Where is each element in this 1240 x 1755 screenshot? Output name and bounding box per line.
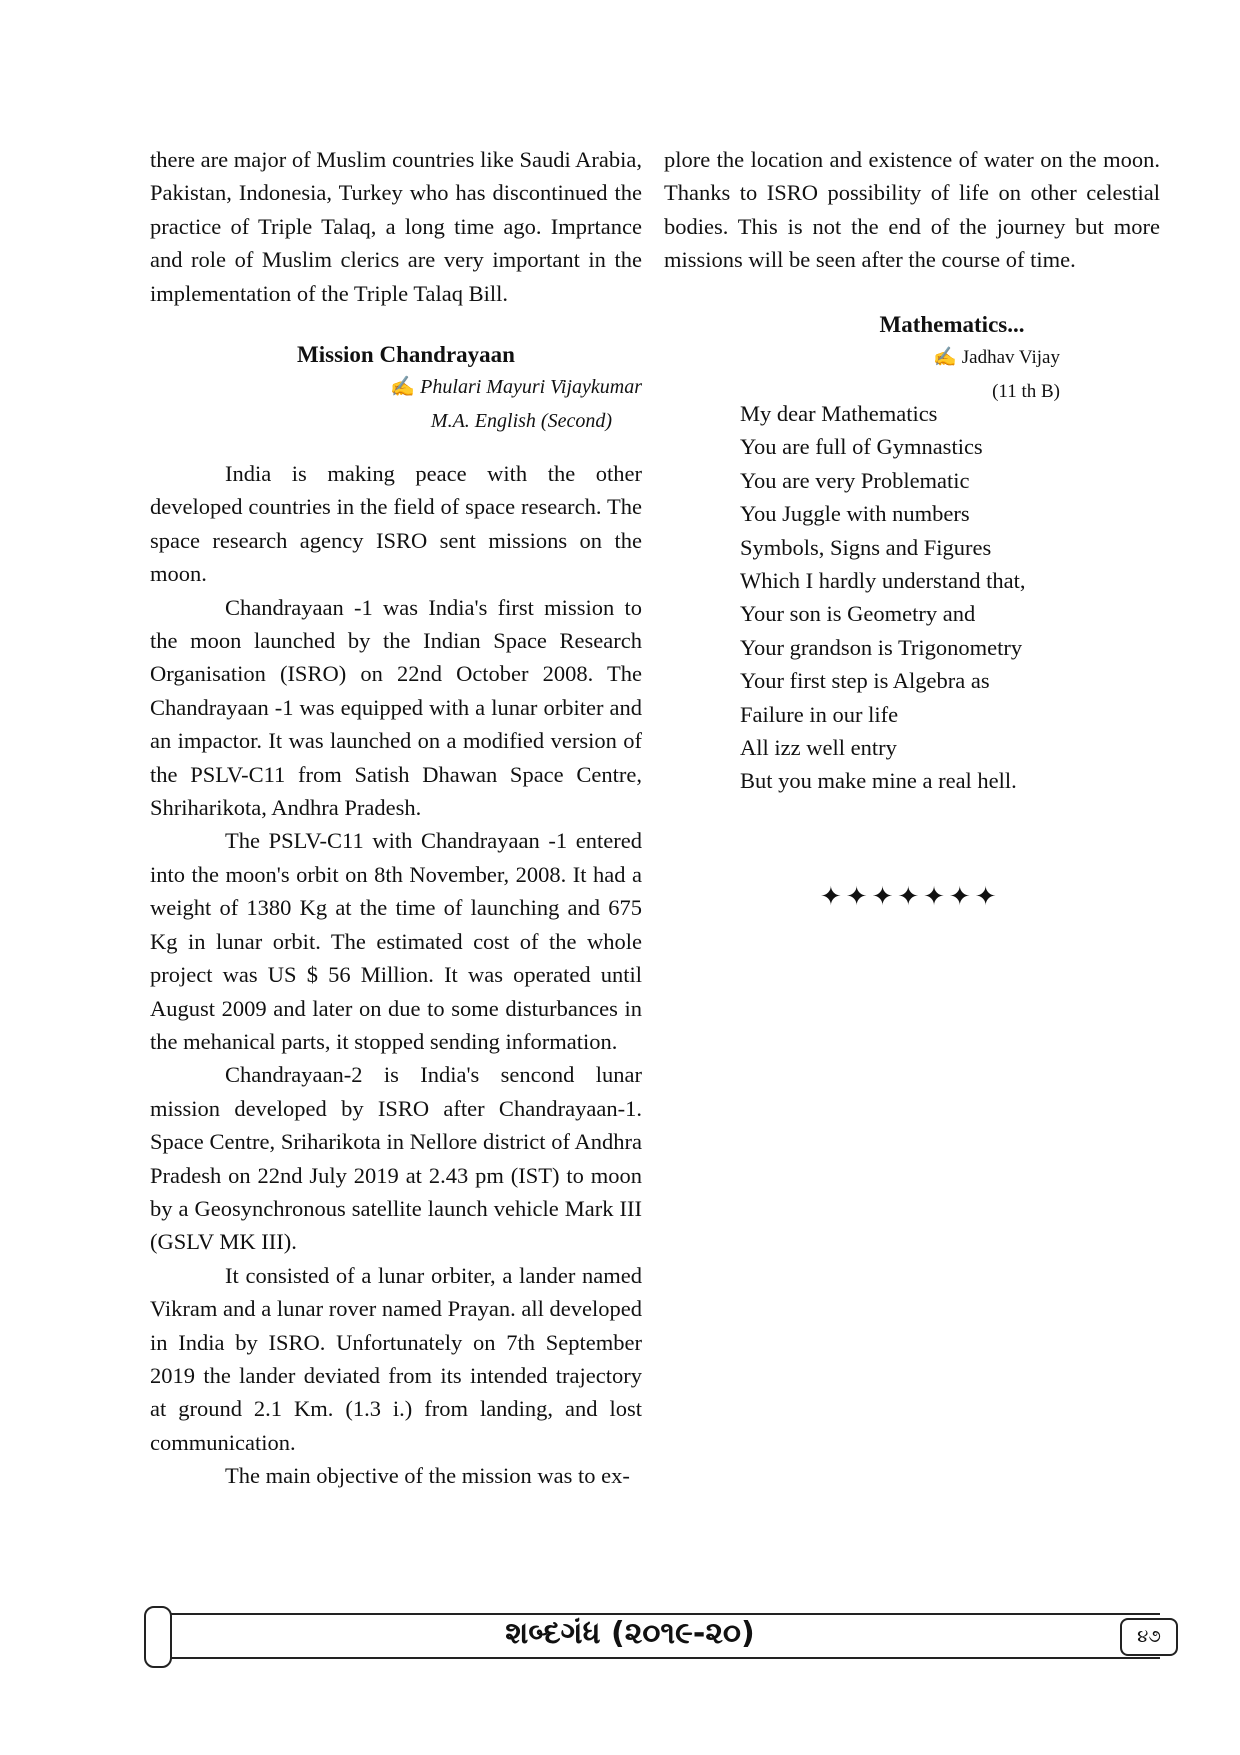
article-paragraph: The main objective of the mission was to ex-: [225, 1463, 630, 1489]
poem-line: All izz well entry: [740, 735, 897, 761]
left-top-text: [150, 143, 642, 310]
right-top-text: [664, 143, 1160, 277]
article-paragraph: The PSLV-C11 with Chandrayaan -1 entered into the moon's orbit on 8th November, 2008. It had a weight of 1380 Kg at the time of launching and 675 Kg in lunar orbit. The estimated cost of the whole project was US $ 56 Million. It was operated until August 2009 and later on due to some disturbances in the mehanical parts, it stopped sending information.: [150, 828, 642, 1054]
scroll-left-icon: [144, 1606, 172, 1668]
poem-line: But you make mine a real hell.: [740, 768, 1017, 794]
article-author: Phulari Mayuri Vijaykumar: [420, 376, 642, 399]
article-paragraph: India is making peace with the other developed countries in the field of space research. The space research agency ISRO sent missions on the moon.: [150, 461, 642, 587]
article-paragraph: Chandrayaan -1 was India's first mission to the moon launched by the Indian Space Research Organisation (ISRO) on 22nd October 2008. The Chandrayaan -1 was equipped with a lunar orbiter and an impactor. It was launched on a modified version of the PSLV-C11 from Satish Dhawan Space Centre, Shriharikota, Andhra Pradesh.: [150, 594, 642, 821]
article-header: [150, 338, 642, 438]
pen-icon: ✍: [933, 347, 957, 369]
page-number: ૪૭: [1120, 1618, 1178, 1656]
article-byline: [150, 371, 642, 404]
poem-body: [740, 397, 1160, 798]
poem-line: Which I hardly understand that,: [740, 568, 1026, 594]
left-top-paragraph: there are major of Muslim countries like Saudi Arabia, Pakistan, Indonesia, Turkey who has discontinued the practice of Triple Talaq, a long time ago. Imprtance and role of Muslim clerics are very important in the implementation of the Triple Talaq Bill.: [150, 147, 642, 306]
poem-line: My dear Mathematics: [740, 401, 938, 426]
poem-byline: [664, 341, 1160, 374]
article-body: [150, 457, 642, 1493]
poem-line: Symbols, Signs and Figures: [740, 534, 992, 560]
star-divider-icon: ✦✦✦✦✦✦✦: [820, 882, 1001, 911]
footer-title: શબ્દગંધ (૨૦૧૯-૨૦): [505, 1616, 755, 1651]
poem-line: Your grandson is Trigonometry: [740, 634, 1023, 660]
article-title: Mission Chandrayaan: [297, 342, 515, 367]
poem-author-class: (11 th B): [992, 380, 1060, 402]
poem-title: Mathematics...: [879, 312, 1025, 337]
poem-line: Failure in our life: [740, 701, 899, 727]
poem-line: Your first step is Algebra as: [740, 668, 990, 694]
poem-line: Your son is Geometry and: [740, 601, 976, 627]
article-paragraph: Chandrayaan-2 is India's sencond lunar mission developed by ISRO after Chandrayaan-1. Space Centre, Sriharikota in Nellore district of Andhra Pradesh on 22nd July 2019 at 2.43 pm (IST) to moon by a Geosynchronous satellite launch vehicle Mark III (GSLV MK III).: [150, 1062, 642, 1255]
poem-author: Jadhav Vijay: [961, 347, 1060, 369]
poem-line: You are very Problematic: [740, 467, 970, 493]
right-top-paragraph: plore the location and existence of water on the moon. Thanks to ISRO possibility of life on other celestial bodies. This is not the end of the journey but more missions will be seen after the course of time.: [664, 147, 1160, 273]
poem-header: [664, 308, 1160, 408]
poem-line: You Juggle with numbers: [740, 501, 970, 527]
article-paragraph: It consisted of a lunar orbiter, a lander named Vikram and a lunar rover named Prayan. all developed in India by ISRO. Unfortunately on 7th September 2019 the lander deviated from its intended trajectory at ground 2.1 Km. (1.3 i.) from landing, and lost communication.: [150, 1262, 642, 1455]
pen-icon: ✍: [390, 376, 416, 399]
article-author-class: M.A. English (Second): [430, 409, 612, 432]
poem-line: You are full of Gymnastics: [740, 434, 983, 460]
